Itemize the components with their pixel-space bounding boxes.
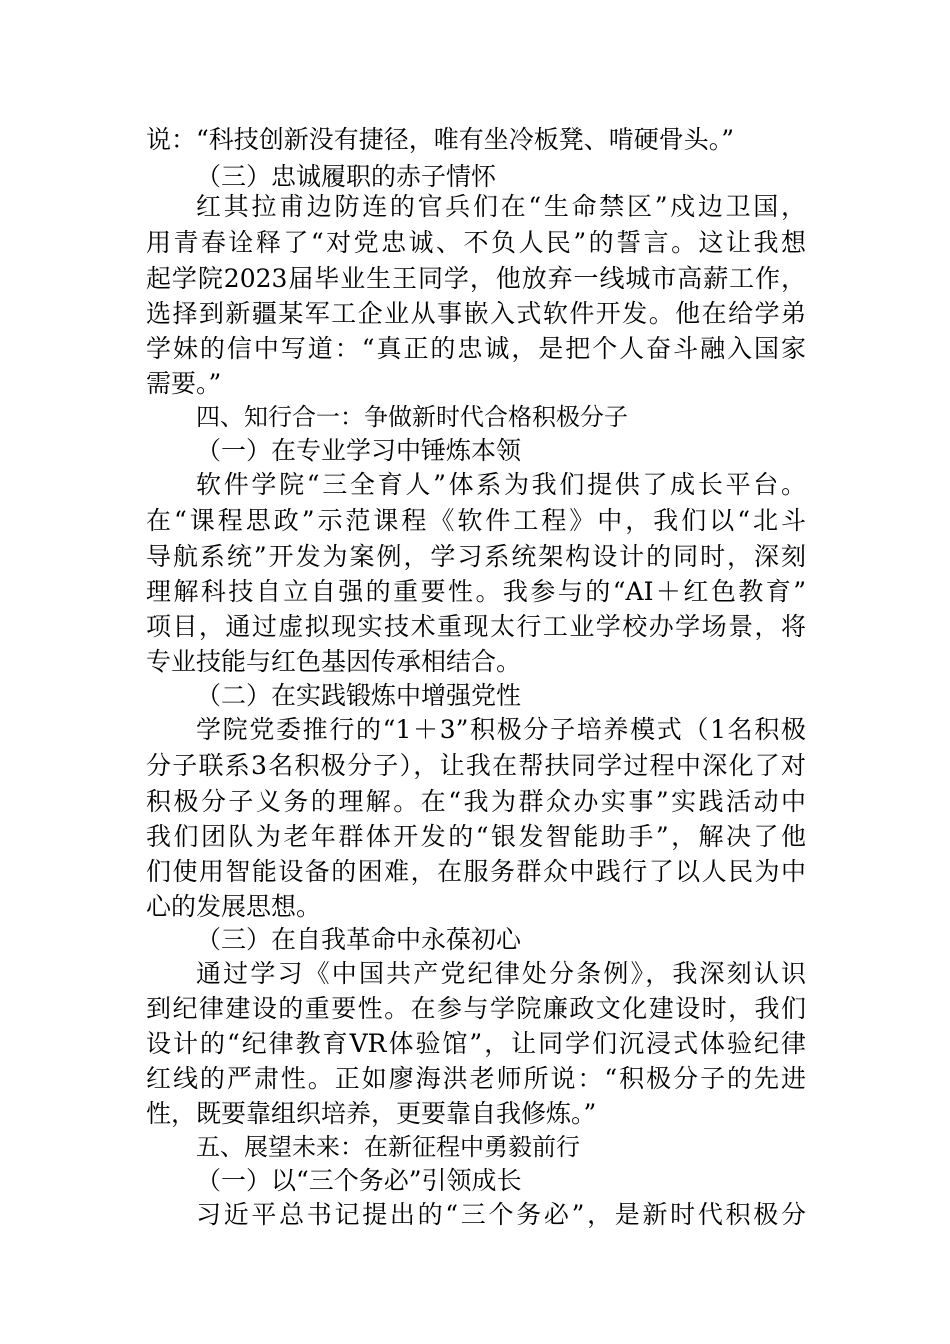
- paragraph-line: 到纪律建设的重要性。在参与学院廉政文化建设时，我们: [146, 994, 806, 1023]
- paragraph-line: 学院党委推行的“1＋3”积极分子培养模式（1名积极: [196, 715, 806, 744]
- paragraph-line: 起学院2023届毕业生王同学，他放弃一线城市高薪工作，: [146, 264, 806, 293]
- paragraph-line: 我们团队为老年群体开发的“银发智能助手”，解决了他: [146, 822, 806, 851]
- paragraph-line: 分子联系3名积极分子），让我在帮扶同学过程中深化了对: [146, 751, 806, 780]
- paragraph-line: 习近平总书记提出的“三个务必”，是新时代积极分: [196, 1200, 806, 1229]
- paragraph-line: 说：“科技创新没有捷径，唯有坐冷板凳、啃硬骨头。”: [146, 125, 735, 154]
- paragraph-line: 积极分子义务的理解。在“我为群众办实事”实践活动中: [146, 787, 806, 816]
- paragraph-line: 选择到新疆某军工企业从事嵌入式软件开发。他在给学弟: [146, 299, 806, 328]
- paragraph-line: 设计的“纪律教育VR体验馆”，让同学们沉浸式体验纪律: [146, 1029, 806, 1058]
- section-subheading: （三）在自我革命中永葆初心: [196, 925, 522, 954]
- paragraph-line: 导航系统”开发为案例，学习系统架构设计的同时，深刻: [146, 542, 806, 571]
- paragraph-line: 通过学习《中国共产党纪律处分条例》，我深刻认识: [196, 959, 806, 988]
- section-subheading: （一）以“三个务必”引领成长: [196, 1166, 522, 1195]
- section-subheading: （二）在实践锻炼中增强党性: [196, 681, 522, 710]
- paragraph-line: 学妹的信中写道：“真正的忠诚，是把个人奋斗融入国家: [146, 334, 806, 363]
- paragraph-line: 红其拉甫边防连的官兵们在“生命禁区”戍边卫国，: [196, 192, 806, 221]
- paragraph-line: 用青春诠释了“对党忠诚、不负人民”的誓言。这让我想: [146, 228, 806, 257]
- section-heading: 五、展望未来：在新征程中勇毅前行: [196, 1133, 580, 1161]
- paragraph-line: 理解科技自立自强的重要性。我参与的“AI＋红色教育”: [146, 577, 806, 606]
- section-heading: 四、知行合一：争做新时代合格积极分子: [196, 403, 628, 431]
- paragraph-line: 专业技能与红色基因传承相结合。: [146, 647, 522, 676]
- section-subheading: （一）在专业学习中锤炼本领: [196, 436, 522, 465]
- paragraph-line: 们使用智能设备的困难，在服务群众中践行了以人民为中: [146, 857, 806, 886]
- section-subheading: （三）忠诚履职的赤子情怀: [196, 162, 497, 191]
- paragraph-line: 心的发展思想。: [146, 892, 322, 921]
- paragraph-line: 在“课程思政”示范课程《软件工程》中，我们以“北斗: [146, 506, 806, 535]
- paragraph-line: 软件学院“三全育人”体系为我们提供了成长平台。: [196, 470, 806, 499]
- paragraph-line: 红线的严肃性。正如廖海洪老师所说：“积极分子的先进: [146, 1064, 806, 1093]
- paragraph-line: 需要。”: [146, 369, 222, 398]
- paragraph-line: 项目，通过虚拟现实技术重现太行工业学校办学场景，将: [146, 612, 806, 641]
- paragraph-line: 性，既要靠组织培养，更要靠自我修炼。”: [146, 1099, 597, 1128]
